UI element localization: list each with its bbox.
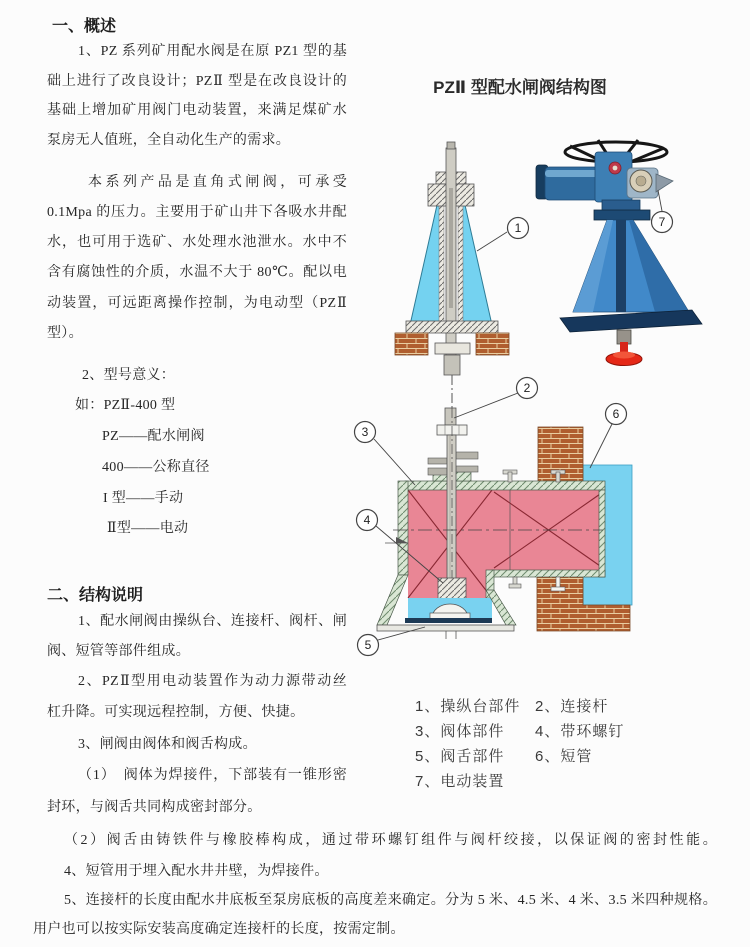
callout-2: 2: [523, 381, 531, 395]
structure-line: 2、PZⅡ型用电动装置作为动力源带动丝: [78, 674, 347, 689]
model-heading: 2、型号意义：: [82, 368, 176, 383]
callout-1: 1: [514, 221, 522, 235]
para2-line: 水，也可用于选矿、水处理水池泄水。水中不: [47, 235, 347, 250]
legend-item: 3、阀体部件: [415, 723, 505, 740]
model-line: I 型——手动: [103, 491, 184, 506]
bottom-line: 4、短管用于埋入配水井井壁，为焊接件。: [64, 864, 329, 879]
para2-line: 含有腐蚀性的介质，水温不大于 80℃。配以电: [47, 265, 347, 280]
para1-line: 础上进行了改良设计；PZⅡ 型是在改良设计的: [47, 74, 347, 89]
base-plate: [560, 310, 702, 332]
legend-item: 4、带环螺钉: [535, 723, 625, 740]
section-1-heading: 一、概述: [52, 18, 117, 35]
electric-actuator-figure: [536, 140, 702, 366]
legend-item: 5、阀舌部件: [415, 748, 505, 765]
gearbox: [595, 152, 632, 202]
model-line: Ⅱ型——电动: [107, 521, 189, 536]
bottom-line: 用户也可以按实际安装高度确定连接杆的长度，按需定制。: [33, 922, 405, 937]
legend-item: 2、连接杆: [535, 698, 609, 715]
bottom-line: （2）阀舌由铸铁件与橡胶棒构成，通过带环螺钉组件与阀杆绞接，以保证阀的密封性能。: [64, 833, 717, 848]
section-2-heading: 二、结构说明: [47, 587, 144, 604]
valve-stem: [447, 435, 456, 583]
callout-6: 6: [612, 407, 620, 421]
structure-line: 杠升降。可实现远程控制，方便、快捷。: [47, 705, 305, 720]
structure-line: （1） 阀体为焊接件，下部装有一锥形密: [78, 768, 347, 783]
callout-5: 5: [364, 638, 372, 652]
structure-line: 3、闸阀由阀体和阀舌构成。: [78, 737, 257, 752]
para2-line: 型）。: [47, 326, 83, 341]
top-wall: [405, 481, 605, 490]
legend-item: 7、电动装置: [415, 773, 505, 790]
para1-line: 基础上增加矿用阀门电动装置，来满足煤矿水: [47, 103, 347, 118]
para2-line: 0.1Mpa 的压力。主要用于矿山井下各吸水井配: [47, 205, 347, 220]
legend-item: 1、操纵台部件: [415, 698, 521, 715]
valve-structure-diagram: [340, 128, 750, 688]
console-figure: [395, 142, 509, 408]
brick-wall-upper: [538, 427, 583, 487]
skirt-left: [377, 575, 408, 625]
para2-line: 本系列产品是直角式闸阀，可承受: [88, 175, 347, 190]
structure-line: 1、配水闸阀由操纵台、连接杆、阀杆、闸: [78, 614, 347, 629]
para1-line: 泵房无人值班，全自动化生产的需求。: [47, 133, 291, 148]
callout-3: 3: [361, 425, 369, 439]
skirt-flange: [377, 625, 514, 631]
left-wall: [398, 481, 408, 575]
para1-line: 1、PZ 系列矿用配水阀是在原 PZ1 型的基: [78, 44, 347, 59]
structure-line: 阀、短管等部件组成。: [47, 644, 190, 659]
model-line: 如：PZⅡ-400 型: [75, 398, 176, 413]
model-line: 400——公称直径: [102, 460, 210, 475]
para2-line: 动装置，可远距离操作控制，为电动型（PZⅡ: [47, 296, 347, 311]
bottom-line: 5、连接杆的长度由配水井底板至泵房底板的高度差来确定。分为 5 米、4.5 米、4 米、3.5 米四种规格。: [64, 893, 717, 908]
model-line: PZ——配水闸阀: [102, 429, 205, 444]
diagram-title: PZⅡ 型配水闸阀结构图: [433, 78, 607, 97]
seat-ring: [405, 618, 492, 623]
callout-4: 4: [363, 513, 371, 527]
duct-bottom-wall: [492, 570, 605, 577]
structure-line: 封环，与阀舌共同构成密封部分。: [47, 800, 262, 815]
legend-item: 6、短管: [535, 748, 593, 765]
callout-7: 7: [658, 215, 666, 229]
